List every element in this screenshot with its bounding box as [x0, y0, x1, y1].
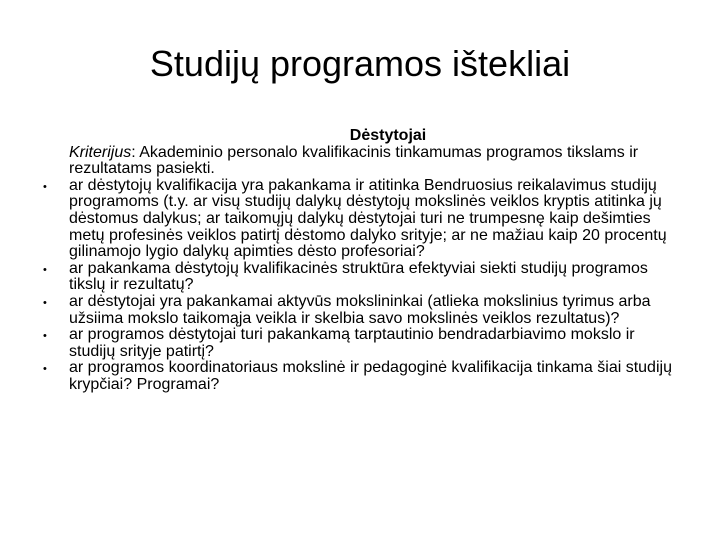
bullet-item: [40, 294, 680, 327]
criteria-text: : Akademinio personalo kvalifikacinis tinkamumas programos tikslams ir rezultatams pasiekti.: [69, 143, 639, 178]
bullet-icon: •: [43, 180, 47, 193]
bullet-text: ar dėstytojų kvalifikacija yra pakankama ir atitinka Bendruosius reikalavimus studijų programoms (t.y. ar visų studijų dalykų dėstytojų mokslinės veiklos kryptis atitinka jų dėstomus dalykus; ar taikomųjų dalykų dėstytojai turi ne trumpesnę kaip dešimties metų profesinės veiklos patirtį dėstomo dalyko srityje; ar ne mažiau kaip 20 procentų gilinamojo lygio dalykų apimties dėsto profesoriai?: [69, 176, 667, 261]
bullet-icon: •: [43, 330, 47, 343]
criteria-bullet-list: [40, 178, 680, 394]
bullet-item: [40, 327, 680, 360]
bullet-item: [40, 360, 680, 393]
bullet-icon: •: [43, 363, 47, 376]
bullet-item: [40, 178, 680, 261]
bullet-text: ar programos dėstytojai turi pakankamą tarptautinio bendradarbiavimo mokslo ir studijų srityje patirtį?: [69, 326, 635, 360]
slide-content: [40, 128, 680, 394]
section-heading: Dėstytojai: [349, 127, 427, 144]
slide-title: Studijų programos ištekliai: [149, 43, 571, 85]
bullet-text: ar dėstytojai yra pakankamai aktyvūs mokslininkai (atlieka mokslinius tyrimus arba užsiima mokslo taikomąja veikla ir skelbia savo mokslinės veiklos rezultatus)?: [69, 292, 651, 327]
bullet-icon: •: [43, 263, 47, 276]
bullet-item: [40, 261, 680, 294]
bullet-text: ar programos koordinatoriaus mokslinė ir pedagoginė kvalifikacija tinkama šiai studijų krypčiai? Programai?: [69, 359, 672, 393]
criteria-label: Kriterijus: [69, 143, 132, 161]
criteria-paragraph: [40, 145, 680, 178]
bullet-icon: •: [43, 296, 47, 309]
bullet-text: ar pakankama dėstytojų kvalifikacinės struktūra efektyviai siekti studijų programos tikslų ir rezultatų?: [69, 259, 648, 294]
